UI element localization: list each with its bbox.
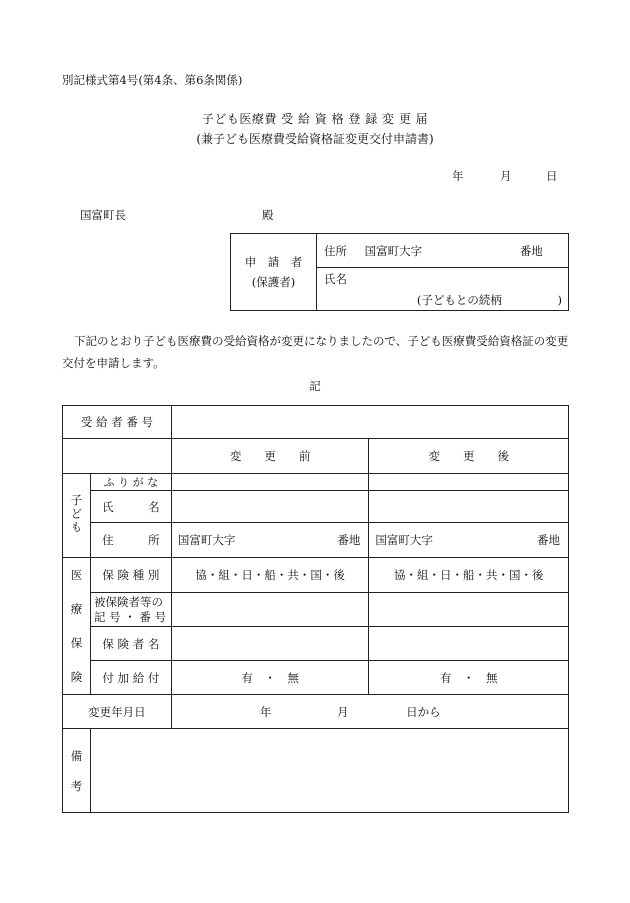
child-name-label: 氏 名 [90, 491, 171, 523]
applicant-label [231, 234, 317, 311]
insurance-type-after-options[interactable]: 協・組・日・船・共・国・後 [369, 558, 569, 593]
before-header: 変 更 前 [171, 439, 369, 474]
benefit-after-options[interactable]: 有 ・ 無 [369, 661, 569, 695]
child-group-label: 子ども [63, 474, 91, 558]
recipient-number-field[interactable] [171, 406, 568, 439]
child-address-after-field[interactable] [369, 523, 569, 558]
insured-symbol-line1: 被保険者等の [93, 594, 163, 609]
insurance-type-label: 保 険 種 別 [90, 558, 171, 593]
addressee-honorific: 殿 [262, 208, 274, 222]
furigana-after-field[interactable] [369, 474, 569, 491]
address-suffix: 番地 [519, 243, 543, 258]
form-subtitle: (兼子ども医療費受給資格証変更交付申請書) [196, 132, 434, 146]
child-name-after-field[interactable] [369, 491, 569, 523]
insured-symbol-after-field[interactable] [369, 593, 569, 627]
address-after-suffix: 番地 [537, 533, 560, 547]
insurance-char-2: 療 [70, 602, 83, 616]
insurance-group-label [63, 558, 91, 695]
insured-symbol-line2: 記 号 ・ 番 号 [93, 609, 167, 624]
applicant-label-line2: (保護者) [251, 275, 296, 289]
insured-symbol-before-field[interactable] [171, 593, 369, 627]
form-title: 子ども医療費 受 給 資 格 登 録 変 更 届 [201, 112, 429, 126]
change-day-from: 日から [406, 704, 441, 719]
date-year-label: 年 [452, 169, 464, 183]
insurance-char-3: 保 [70, 636, 83, 650]
applicant-label-line1: 申 請 者 [244, 255, 303, 269]
change-date-label: 変更年月日 [63, 695, 172, 729]
insurance-char-4: 険 [70, 670, 83, 684]
address-label: 住所 [324, 243, 347, 258]
date-month-label: 月 [500, 169, 512, 183]
applicant-name-field[interactable] [317, 268, 569, 311]
recipient-number-label: 受 給 者 番 号 [63, 406, 172, 439]
remarks-label [63, 729, 91, 813]
applicant-address-field[interactable] [317, 234, 569, 268]
furigana-before-field[interactable] [171, 474, 369, 491]
child-address-before-field[interactable] [171, 523, 369, 558]
remarks-char-2: 考 [70, 778, 83, 793]
date-day-label: 日 [546, 169, 558, 183]
remarks-char-1: 備 [70, 748, 83, 763]
child-name-before-field[interactable] [171, 491, 369, 523]
insured-symbol-label [90, 593, 171, 627]
after-header: 変 更 後 [369, 439, 569, 474]
header-blank [63, 439, 172, 474]
relation-field [417, 292, 562, 308]
child-address-label: 住 所 [90, 523, 171, 558]
additional-benefit-label: 付 加 給 付 [90, 661, 171, 695]
address-before-prefix: 国富町大字 [177, 533, 236, 547]
address-after-prefix: 国富町大字 [375, 533, 433, 547]
applicant-box [230, 233, 569, 311]
form-number: 別記様式第4号(第4条、第6条関係) [62, 73, 243, 87]
change-month: 月 [337, 704, 349, 719]
change-year: 年 [259, 704, 272, 719]
furigana-label: ふ り が な [90, 474, 171, 491]
change-date-field[interactable] [171, 695, 568, 729]
relation-label: (子どもとの続柄 [416, 293, 502, 307]
insurer-name-before-field[interactable] [171, 627, 369, 661]
address-prefix: 国富町大字 [364, 243, 423, 258]
insurance-type-before-options[interactable]: 協・組・日・船・共・国・後 [171, 558, 369, 593]
request-statement: 下記のとおり子ども医療費の受給資格が変更になりましたので、子ども医療費受給資格証の変更交付を申請します。 [62, 334, 569, 370]
address-before-suffix: 番地 [337, 533, 361, 547]
addressee-mayor: 国富町長 [80, 208, 126, 222]
name-label: 氏名 [324, 272, 347, 286]
ki-heading: 記 [309, 379, 321, 393]
insurance-char-1: 医 [70, 568, 83, 582]
insurer-name-label: 保 険 者 名 [90, 627, 171, 661]
change-details-table [62, 405, 569, 813]
relation-close: ) [557, 293, 562, 307]
remarks-field[interactable] [90, 729, 568, 813]
insurer-name-after-field[interactable] [369, 627, 569, 661]
benefit-before-options[interactable]: 有 ・ 無 [171, 661, 369, 695]
